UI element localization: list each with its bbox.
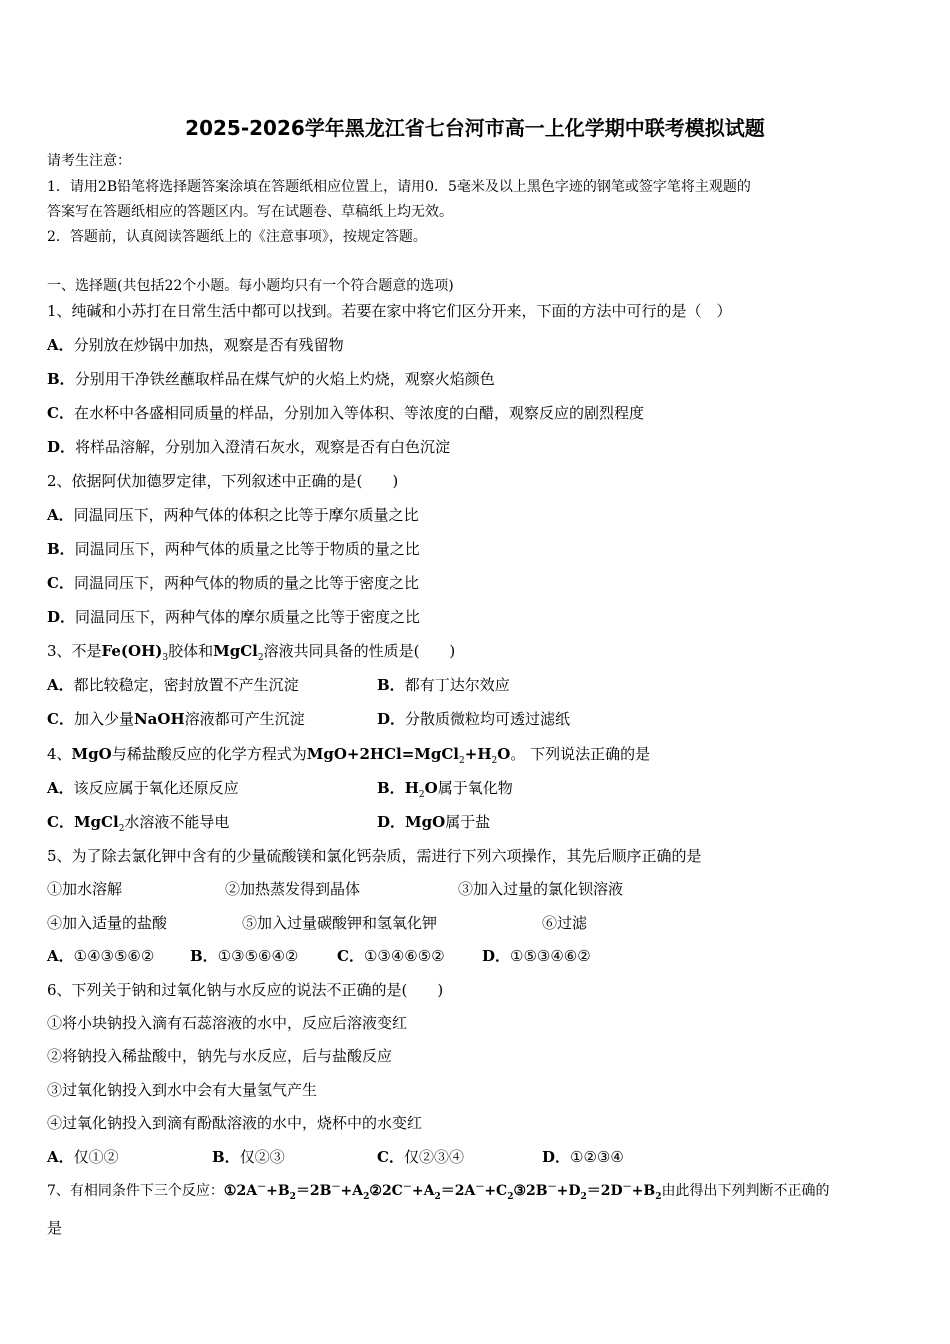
formula-mgo: MgO [405, 813, 446, 831]
option-text: ①③⑤⑥④② [217, 947, 299, 965]
q5-option-c [337, 946, 445, 966]
q3-option-a [47, 675, 299, 695]
species: ＝2D [586, 1183, 623, 1199]
species: ＝2B [295, 1183, 332, 1199]
q5-stem: 5、为了除去氯化钾中含有的少量硫酸镁和氯化钙杂质，需进行下列六项操作，其先后顺序正确的是 [47, 847, 702, 865]
q4-stem [47, 744, 650, 764]
species: +A [411, 1183, 435, 1199]
equation: O [497, 745, 511, 763]
option-text: 分散质微粒均可透过滤纸 [405, 710, 571, 728]
stem-text: 与稀盐酸反应的化学方程式为 [111, 745, 307, 763]
option-text: 同温同压下，两种气体的质量之比等于物质的量之比 [74, 540, 420, 558]
option-text: ①②③④ [570, 1148, 624, 1166]
q4-option-b [377, 778, 513, 798]
option-key: C． [47, 574, 74, 592]
subscript: 2 [459, 756, 465, 766]
option-text: 该反应属于氧化还原反应 [73, 779, 239, 797]
species: +A [340, 1183, 364, 1199]
option-text: 同温同压下，两种气体的摩尔质量之比等于密度之比 [75, 608, 421, 626]
notice-item-1-cont: 答案写在答题纸相应的答题区内。写在试题卷、草稿纸上均无效。 [47, 204, 453, 220]
option-key: C． [47, 813, 74, 831]
option-text: 同温同压下，两种气体的物质的量之比等于密度之比 [73, 574, 419, 592]
q7-stem [47, 1181, 830, 1201]
option-text: 加入少量 [73, 710, 134, 728]
formula-h2o: H [404, 779, 419, 797]
subscript: 2 [118, 824, 125, 834]
species: ②2C [369, 1183, 403, 1199]
q5-option-a [47, 946, 154, 966]
formula-h2o: O [424, 779, 438, 797]
q5-step-5: ⑤加入过量碳酸钾和氢氧化钾 [242, 914, 438, 932]
species: ＝2A [440, 1183, 476, 1199]
q6-statement-2: ②将钠投入稀盐酸中，钠先与水反应，后与盐酸反应 [47, 1047, 393, 1065]
q1-option-d [47, 437, 450, 457]
subscript: 2 [507, 1191, 514, 1202]
option-text: ①③④⑥⑤② [363, 947, 445, 965]
option-text: 都比较稳定，密封放置不产生沉淀 [73, 676, 299, 694]
option-text: 分别放在炒锅中加热，观察是否有残留物 [73, 336, 344, 354]
subscript: 2 [289, 1191, 296, 1202]
stem-text: 。 下列说法正确的是 [510, 745, 651, 763]
option-key: C． [377, 1148, 404, 1166]
option-key: D． [377, 710, 406, 728]
stem-text: 3、不是 [47, 642, 102, 660]
notice-heading: 请考生注意： [47, 153, 131, 169]
reaction-1 [223, 1182, 370, 1202]
q3-option-c [47, 709, 305, 729]
equation: MgO+2HCl=MgCl [306, 745, 460, 763]
q6-statement-1: ①将小块钠投入滴有石蕊溶液的水中，反应后溶液变红 [47, 1014, 408, 1032]
q1-option-c [47, 403, 644, 423]
q6-option-c [377, 1147, 464, 1167]
option-text: 仅②③④ [403, 1148, 464, 1166]
subscript: 2 [491, 756, 498, 766]
option-key: A． [47, 779, 74, 797]
notice-item-1: 1．请用2B铅笔将选择题答案涂填在答题纸相应位置上，请用0．5毫米及以上黑色字迹的钢笔或签字笔将主观题的 [47, 179, 751, 195]
subscript: 2 [418, 790, 425, 800]
q2-option-c [47, 573, 419, 593]
species: ①2A [223, 1183, 258, 1199]
notice-item-2: 2．答题前，认真阅读答题纸上的《注意事项》，按规定答题。 [47, 229, 427, 245]
charge: － [331, 1182, 341, 1193]
species: ③2B [513, 1183, 548, 1199]
q1-stem: 1、纯碱和小苏打在日常生活中都可以找到。若要在家中将它们区分开来，下面的方法中可行的是（ ） [47, 302, 732, 320]
subscript: 3 [162, 653, 169, 663]
formula-feoh3: Fe(OH) [101, 642, 163, 660]
formula-mgcl2: MgCl [73, 813, 119, 831]
q6-option-b [212, 1147, 285, 1167]
subscript: 2 [655, 1191, 662, 1202]
option-key: D． [377, 813, 406, 831]
option-key: A． [47, 947, 74, 965]
page-title: 2025-2026学年黑龙江省七台河市高一上化学期中联考模拟试题 [185, 116, 765, 140]
q2-option-a [47, 505, 419, 525]
subscript: 2 [434, 1191, 441, 1202]
q3-option-d [377, 709, 570, 729]
option-text: 属于盐 [445, 813, 491, 831]
species: +D [556, 1183, 581, 1199]
stem-text: 由此得出下列判断不正确的 [661, 1183, 830, 1199]
option-key: D． [542, 1148, 571, 1166]
q7-stem-cont: 是 [47, 1219, 63, 1237]
species: +B [631, 1183, 656, 1199]
option-text: 同温同压下，两种气体的体积之比等于摩尔质量之比 [73, 506, 419, 524]
q5-option-b [190, 946, 298, 966]
q6-statement-3: ③过氧化钠投入到水中会有大量氢气产生 [47, 1081, 318, 1099]
q5-step-1: ①加水溶解 [47, 880, 123, 898]
q3-option-b [377, 675, 510, 695]
option-key: B． [377, 676, 405, 694]
option-key: B． [190, 947, 218, 965]
option-key: A． [47, 336, 74, 354]
q6-option-d [542, 1147, 624, 1167]
q5-option-d [482, 946, 591, 966]
reaction-3 [513, 1182, 662, 1202]
q6-stem: 6、下列关于钠和过氧化钠与水反应的说法不正确的是( ) [47, 981, 444, 999]
option-key: C． [337, 947, 364, 965]
option-text: 溶液都可产生沉淀 [184, 710, 305, 728]
q3-stem [47, 641, 455, 661]
option-key: A． [47, 676, 74, 694]
formula-mgo: MgO [71, 745, 112, 763]
option-text: 分别用干净铁丝蘸取样品在煤气炉的火焰上灼烧，观察火焰颜色 [74, 370, 495, 388]
q1-option-b [47, 369, 495, 389]
charge: － [475, 1182, 485, 1193]
subscript: 2 [580, 1191, 587, 1202]
option-text: 在水杯中各盛相同质量的样品，分别加入等体积、等浓度的白醋，观察反应的剧烈程度 [73, 404, 644, 422]
formula-naoh: NaOH [133, 710, 185, 728]
option-text: 属于氧化物 [437, 779, 513, 797]
option-text: 都有丁达尔效应 [404, 676, 510, 694]
stem-text: 溶液共同具备的性质是( ) [263, 642, 456, 660]
equation: +H [464, 745, 492, 763]
stem-text: 7、有相同条件下三个反应： [47, 1183, 224, 1199]
q4-option-a [47, 778, 239, 798]
option-key: D． [482, 947, 511, 965]
option-text: 将样品溶解，分别加入澄清石灰水，观察是否有白色沉淀 [75, 438, 451, 456]
option-key: B． [47, 370, 75, 388]
q6-option-a [47, 1147, 119, 1167]
option-key: D． [47, 438, 76, 456]
option-key: B． [47, 540, 75, 558]
charge: － [257, 1182, 267, 1193]
reaction-2 [369, 1182, 514, 1202]
q2-option-d [47, 607, 420, 627]
formula-mgcl2: MgCl [213, 642, 258, 660]
option-text: 仅②③ [239, 1148, 285, 1166]
q5-step-6: ⑥过滤 [542, 914, 588, 932]
option-text: 水溶液不能导电 [124, 813, 230, 831]
q4-option-c [47, 812, 229, 832]
species: +C [484, 1183, 508, 1199]
charge: － [622, 1182, 632, 1193]
q4-option-d [377, 812, 490, 832]
charge: － [402, 1182, 412, 1193]
option-key: C． [47, 404, 74, 422]
q6-statement-4: ④过氧化钠投入到滴有酚酞溶液的水中，烧杯中的水变红 [47, 1114, 423, 1132]
q5-step-3: ③加入过量的氯化钡溶液 [458, 880, 624, 898]
option-key: A． [47, 506, 74, 524]
charge: － [547, 1182, 557, 1193]
species: +B [266, 1183, 290, 1199]
option-key: C． [47, 710, 74, 728]
option-key: A． [47, 1148, 74, 1166]
q1-option-a [47, 335, 344, 355]
option-text: ①④③⑤⑥② [73, 947, 155, 965]
stem-text: 胶体和 [168, 642, 214, 660]
subscript: 2 [257, 653, 264, 663]
subscript: 2 [363, 1191, 370, 1202]
option-key: D． [47, 608, 76, 626]
q5-step-4: ④加入适量的盐酸 [47, 914, 168, 932]
option-key: B． [377, 779, 405, 797]
section-heading: 一、选择题(共包括22个小题。每小题均只有一个符合题意的选项) [47, 278, 454, 294]
q2-option-b [47, 539, 420, 559]
option-text: 仅①② [73, 1148, 119, 1166]
stem-text: 4、 [47, 745, 72, 763]
option-text: ①⑤③④⑥② [510, 947, 591, 965]
option-key: B． [212, 1148, 240, 1166]
q2-stem: 2、依据阿伏加德罗定律，下列叙述中正确的是( ) [47, 472, 399, 490]
q5-step-2: ②加热蒸发得到晶体 [225, 880, 361, 898]
